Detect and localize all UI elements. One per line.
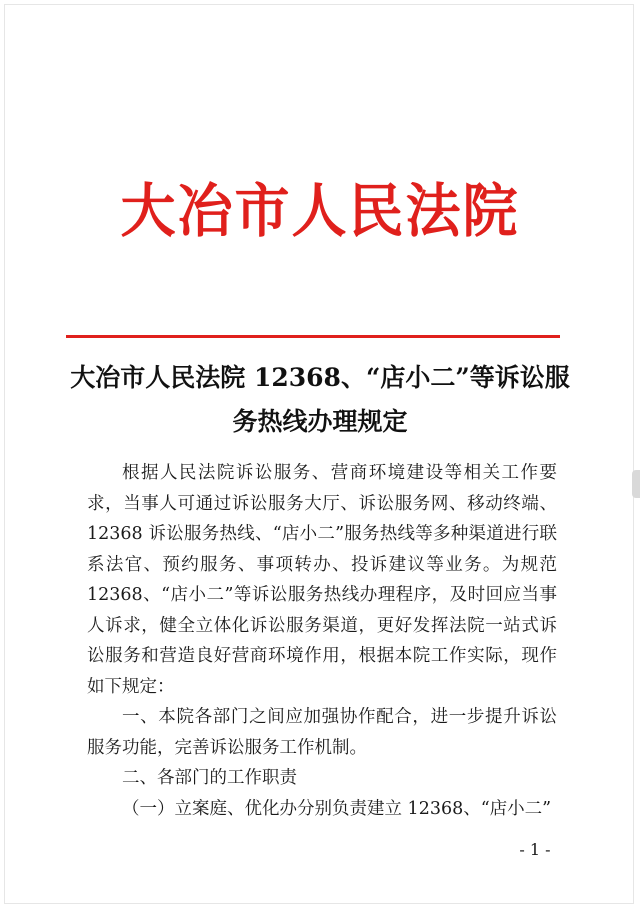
court-masthead: 大冶市人民法院 <box>120 176 520 245</box>
document-title: 大冶市人民法院 12368、“店小二”等诉讼服务热线办理规定 <box>70 363 570 436</box>
red-divider-line <box>66 335 560 338</box>
scan-edge-mark <box>632 470 640 498</box>
body-paragraph-item-2-1: （一）立案庭、优化办分别负责建立 12368、“店小二” <box>122 798 552 819</box>
body-paragraph-item-1: 一、本院各部门之间应加强协作配合，进一步提升诉讼服务功能，完善诉讼服务工作机制。 <box>87 707 557 758</box>
body-paragraph-intro: 根据人民法院诉讼服务、营商环境建设等相关工作要求，当事人可通过诉讼服务大厅、诉讼服务网、移动终端、12368 诉讼服务热线、“店小二”服务热线等多种渠道进行联系法官、预约服务、事项转办、投诉建议等业务。为规范 12368、“店小二”等诉讼服务热线办理程序，及时回应当事人诉求，健全立体化诉讼服务渠道，更好发挥法院一站式诉讼服务和营造良好营商环境作用，根据本院工作实际，现作如下规定： <box>87 463 557 697</box>
body-paragraph-item-2: 二、各部门的工作职责 <box>122 768 297 788</box>
document-body <box>87 458 557 824</box>
page-number: - 1 - <box>519 840 551 859</box>
